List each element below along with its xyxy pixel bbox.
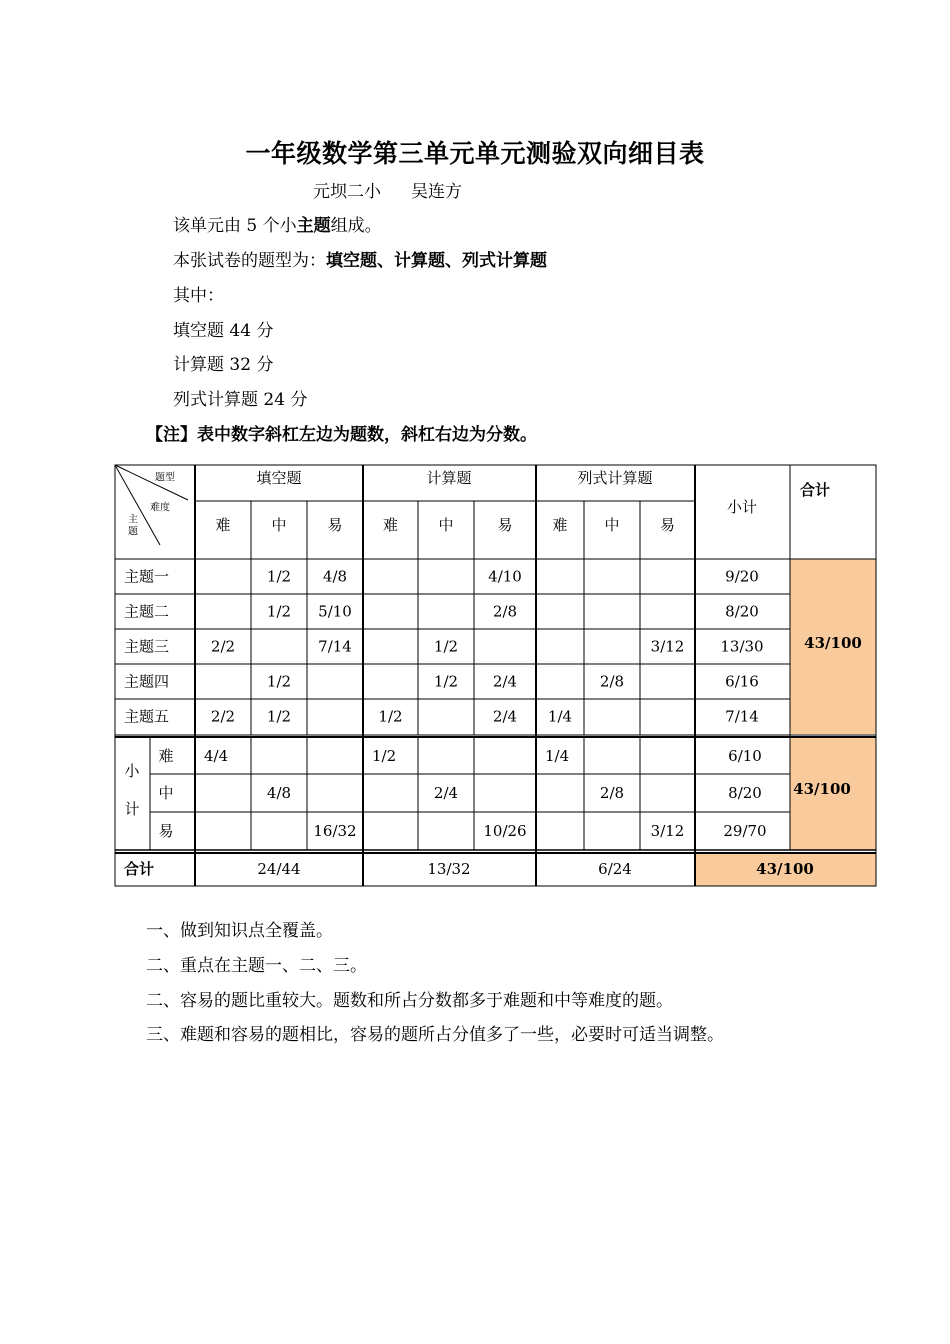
table-cell: 2/8 — [599, 672, 625, 691]
subtotal-cell: 29/70 — [723, 822, 767, 840]
intro-line-5: 计算题 32 分 — [173, 355, 274, 375]
topic-total: 43/100 — [804, 634, 862, 652]
table-cell: 2/8 — [599, 784, 625, 802]
level-header: 中 — [438, 516, 454, 534]
intro-text: 组成。 — [330, 216, 382, 236]
level-header: 中 — [604, 516, 620, 534]
intro-text: 本张试卷的题型为： — [173, 251, 326, 271]
intro-bold: 主题 — [296, 216, 331, 236]
level-header: 难 — [215, 516, 231, 534]
table-cell: 2/8 — [492, 602, 518, 621]
subtotal-cell: 9/20 — [725, 567, 759, 586]
level-header: 难 — [382, 516, 399, 534]
table-cell: 4/10 — [488, 567, 522, 586]
table-cell: 2/2 — [210, 637, 236, 656]
conclusion-2: 二、重点在主题一、二、三。 — [146, 956, 367, 976]
level-header: 难 — [552, 516, 568, 534]
table-cell: 1/2 — [266, 602, 292, 621]
final-value: 13/32 — [427, 860, 471, 878]
table-cell: 1/2 — [433, 637, 459, 656]
total-header: 合计 — [799, 481, 831, 499]
category-header: 列式计算题 — [577, 469, 653, 487]
table-cell: 2/2 — [210, 707, 236, 726]
level-total: 43/100 — [793, 780, 851, 798]
table-cell: 1/2 — [266, 567, 292, 586]
table-cell: 2/4 — [433, 784, 459, 802]
final-row-label: 合计 — [124, 860, 155, 878]
category-header: 填空题 — [256, 469, 302, 487]
school-name: 元坝二小 — [313, 182, 381, 202]
author-name: 吴连方 — [411, 182, 462, 202]
table-cell: 1/2 — [266, 707, 292, 726]
table-cell: 1/2 — [266, 672, 292, 691]
table-cell: 4/8 — [322, 567, 348, 586]
intro-line-3: 其中： — [173, 286, 224, 306]
topic-label: 主题四 — [124, 672, 170, 691]
question-types: 填空题、计算题、列式计算题 — [326, 251, 547, 271]
intro-text: 该单元由 5 个小 — [173, 216, 297, 236]
table-cell: 5/10 — [318, 602, 352, 621]
table-cell: 3/12 — [650, 637, 685, 656]
level-header: 易 — [497, 516, 513, 534]
table-cell: 1/2 — [433, 672, 459, 691]
table-cell: 16/32 — [313, 822, 357, 840]
category-header: 计算题 — [426, 469, 472, 487]
table-cell: 4/4 — [204, 747, 229, 765]
subtotal-header: 小计 — [726, 498, 758, 516]
subtotal-cell: 6/10 — [728, 747, 762, 765]
table-note: 【注】表中数字斜杠左边为题数，斜杠右边为分数。 — [146, 425, 537, 445]
subtotal-cell: 6/16 — [725, 672, 759, 691]
level-header: 易 — [659, 516, 676, 534]
conclusion-3: 二、容易的题比重较大。题数和所占分数都多于难题和中等难度的题。 — [146, 991, 673, 1011]
level-header: 易 — [327, 516, 343, 534]
table-cell: 2/4 — [492, 672, 518, 691]
topic-label: 主题二 — [124, 602, 170, 621]
intro-line-4: 填空题 44 分 — [173, 321, 274, 341]
conclusion-4: 三、难题和容易的题相比，容易的题所占分值多了一些，必要时可适当调整。 — [146, 1025, 724, 1045]
grand-total: 43/100 — [756, 860, 814, 878]
table-cell: 10/26 — [483, 822, 527, 840]
final-value: 24/44 — [257, 860, 301, 878]
corner-type-label: 题型 — [155, 472, 175, 484]
table-cell: 4/8 — [266, 784, 292, 802]
conclusion-1: 一、做到知识点全覆盖。 — [146, 921, 333, 941]
table-cell: 1/4 — [545, 747, 570, 765]
subtotal-row-label: 小 — [124, 762, 140, 780]
subtotal-cell: 8/20 — [728, 784, 762, 802]
table-cell: 7/14 — [318, 637, 352, 656]
level-row-label: 中 — [158, 784, 174, 802]
corner-topic-label: 主 — [128, 514, 138, 526]
level-header: 中 — [271, 516, 287, 534]
level-row-label: 难 — [158, 747, 174, 765]
intro-line-6: 列式计算题 24 分 — [173, 390, 308, 410]
document-title: 一年级数学第三单元单元测验双向细目表 — [245, 139, 705, 168]
table-cell: 3/12 — [650, 822, 685, 840]
table-cell: 1/2 — [372, 747, 397, 765]
corner-difficulty-label: 难度 — [150, 502, 170, 514]
corner-topic-label: 题 — [128, 526, 138, 538]
topic-label: 主题三 — [124, 637, 170, 656]
table-cell: 2/4 — [492, 707, 518, 726]
topic-label: 主题一 — [124, 567, 170, 586]
table-line — [115, 465, 188, 500]
table-cell: 1/4 — [547, 707, 573, 726]
subtotal-cell: 8/20 — [725, 602, 759, 621]
table-cell: 1/2 — [378, 707, 403, 726]
subtotal-cell: 13/30 — [720, 637, 764, 656]
subtotal-row-label: 计 — [124, 800, 140, 818]
final-value: 6/24 — [598, 860, 632, 878]
subtotal-cell: 7/14 — [725, 707, 759, 726]
level-row-label: 易 — [158, 822, 174, 840]
topic-label: 主题五 — [124, 707, 170, 726]
